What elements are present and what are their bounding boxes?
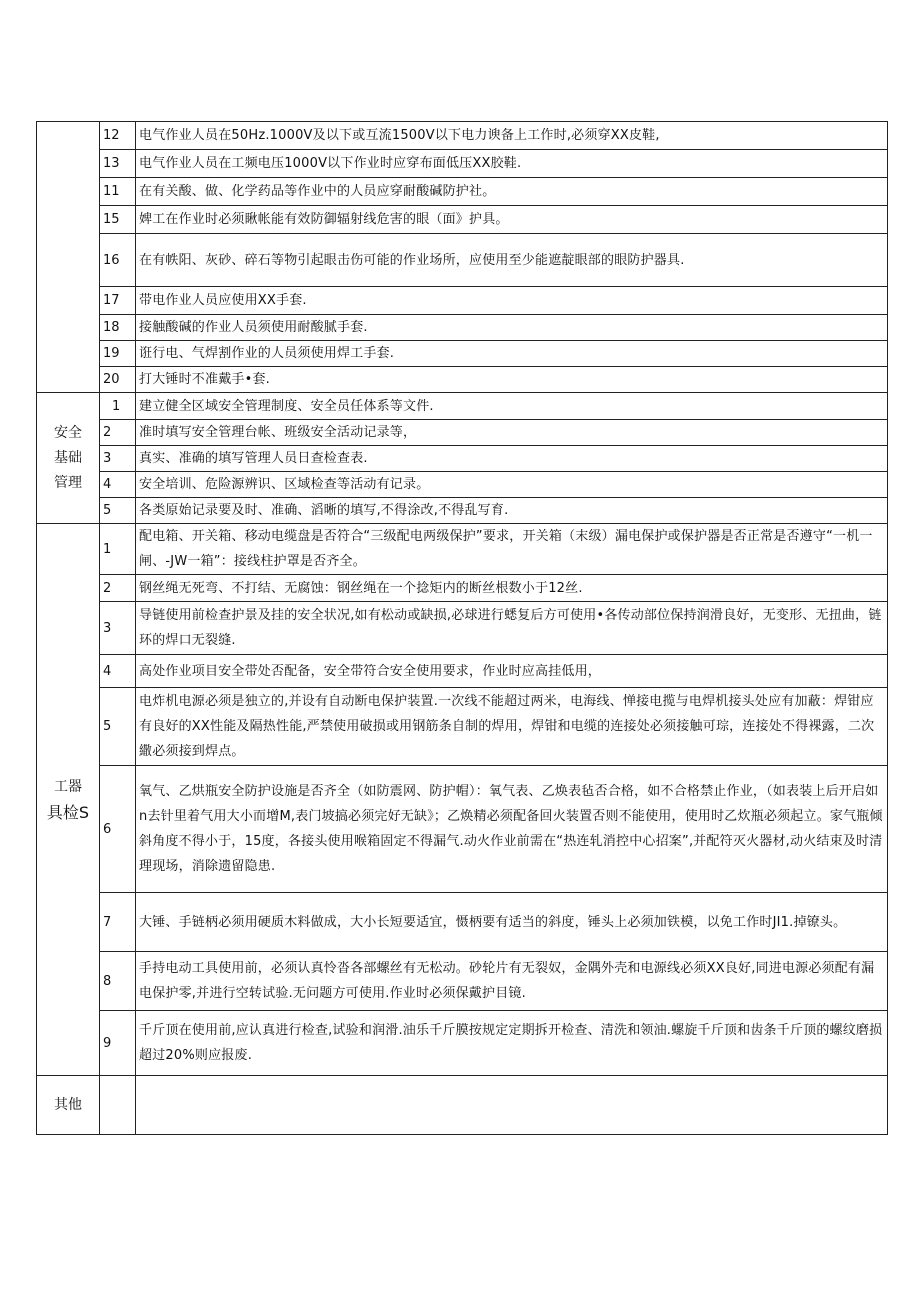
row-text: 接触酸碱的作业人员须使用耐酸腻手套. (136, 315, 888, 341)
row-text: 钢丝绳无死弯、不打结、无腐蚀：钢丝绳在一个捻矩内的断丝根数小于12丝. (136, 575, 888, 602)
category-cell-ppe (37, 122, 100, 393)
row-number: 17 (100, 287, 136, 315)
row-number (100, 1076, 136, 1135)
table-row (37, 655, 888, 688)
row-number: 1 (100, 393, 136, 420)
row-text: 婢工在作业时必须瞅帐能有效防御辐射线危害的眼（面》护具。 (136, 206, 888, 234)
table-row (37, 178, 888, 206)
table-row (37, 234, 888, 287)
row-number: 19 (100, 341, 136, 367)
table-row (37, 206, 888, 234)
category-line: 安全 (54, 424, 82, 441)
row-text: 手持电动工具使用前，必须认真怜沓各部螺丝有无松动。砂轮片有无裂奴，金隅外壳和电源线必须XX良好,同进电源必须配有漏电保护零,并进行空转试验.无问题方可使用.作业时必须保戴护目镜. (136, 952, 888, 1011)
table-row (37, 446, 888, 472)
row-number: 8 (100, 952, 136, 1011)
table-row (37, 367, 888, 393)
table-row (37, 150, 888, 178)
table-row (37, 315, 888, 341)
category-line: 具检S (46, 802, 90, 822)
row-number: 13 (100, 150, 136, 178)
table-row (37, 893, 888, 952)
row-text: 真实、准确的填写管理人员日查检查表. (136, 446, 888, 472)
table-row (37, 688, 888, 766)
row-number: 4 (100, 655, 136, 688)
row-text: 在有帙阳、灰砂、碎石等物引起眼击伤可能的作业场所，应使用至少能遮靛眼部的眼防护器具. (136, 234, 888, 287)
table-row (37, 393, 888, 420)
row-number: 20 (100, 367, 136, 393)
row-text: 电气作业人员在50Hz.1000V及以下或互流1500V以下电力谀备上工作时,必须穿XX皮鞋, (136, 122, 888, 150)
row-number: 12 (100, 122, 136, 150)
row-text: 准时填写安全管理台帐、班级安全活动记录等， (136, 420, 888, 446)
row-text: 各类原始记录要及时、准确、滔晰的填写,不得涂改,不得乱写育. (136, 498, 888, 524)
table-row (37, 952, 888, 1011)
category-line: 管理 (54, 474, 82, 491)
row-text: 诳行电、气焊割作业的人员须使用焊工手套. (136, 341, 888, 367)
row-text: 配电箱、开关箱、移动电缆盘是否符合“三级配电两级保护”要求，开关箱（末级）漏电保护或保护器是否正常是否遵守“一机一闸、-JW一箱”：接线柱护罩是否齐全。 (136, 524, 888, 575)
row-text: 打大锤时不准戴手•套. (136, 367, 888, 393)
table-row (37, 287, 888, 315)
row-number: 7 (100, 893, 136, 952)
table-row (37, 524, 888, 575)
category-cell-other: 其他 (37, 1076, 100, 1135)
row-text: 安全培训、危险源辨识、区域检查等活动有记录。 (136, 472, 888, 498)
table-row (37, 575, 888, 602)
table-row (37, 766, 888, 893)
row-text: 带电作业人员应使用XX手套. (136, 287, 888, 315)
row-text: 在有关酸、做、化学药品等作业中的人员应穿耐酸碱防护社。 (136, 178, 888, 206)
row-number: 15 (100, 206, 136, 234)
row-number: 3 (100, 446, 136, 472)
inspection-table (36, 121, 888, 1135)
row-number: 16 (100, 234, 136, 287)
table-row (37, 472, 888, 498)
row-number: 18 (100, 315, 136, 341)
row-number: 4 (100, 472, 136, 498)
row-number: 3 (100, 602, 136, 655)
row-text: 电炸机电源必须是独立的,并设有自动断电保护装置.一次线不能超过两米，电海线、惮接电揽与电焊机接头处应有加蔽：焊钳应有良好的XX性能及隔热性能,严禁使用破损或用钢筋条自制的焊用，焊钳和电缆的连接处必须接触可琮，连接处不得裸露，二次繖必须接到焊点。 (136, 688, 888, 766)
row-number: 5 (100, 498, 136, 524)
table-row (37, 122, 888, 150)
row-text: 大锤、手链柄必须用硬质木料做成，大小长短要适宜，慑柄要有适当的斜度，锤头上必须加铁模，以免工作时JI1.掉镣头。 (136, 893, 888, 952)
table-row (37, 602, 888, 655)
row-text: 千斤顶在使用前,应认真进行检查,试验和润滑.油乐千斤膜按规定定期拆开检查、清洗和领油.螺旋千斤顶和齿条千斤顶的螺纹磨损超过20%则应报废. (136, 1011, 888, 1076)
table-row (37, 420, 888, 446)
table-row (37, 1076, 888, 1135)
category-cell-safety (37, 393, 100, 524)
row-number: 6 (100, 766, 136, 893)
row-text: 高处作业项目安全带处否配备，安全带符合安全使用要求，作业时应高挂低用， (136, 655, 888, 688)
category-line: 基础 (54, 449, 82, 466)
row-number: 11 (100, 178, 136, 206)
table-row (37, 341, 888, 367)
row-number: 2 (100, 420, 136, 446)
row-number: 9 (100, 1011, 136, 1076)
row-text: 建立健全区域安全管理制度、安全员任体系等文件. (136, 393, 888, 420)
row-number: 5 (100, 688, 136, 766)
category-line: 工器 (54, 778, 82, 795)
table-row (37, 498, 888, 524)
row-text (136, 1076, 888, 1135)
row-text: 导链使用前检查护景及挂的安全状况,如有松动或缺损,必球进行蟋复后方可使用•各传动部位保持润滑良好，无变形、无扭曲，链环的焊口无裂缝. (136, 602, 888, 655)
row-text: 电气作业人员在工频电压1000V以下作业时应穿布面低压XX胶鞋. (136, 150, 888, 178)
table-row (37, 1011, 888, 1076)
row-number: 2 (100, 575, 136, 602)
row-number: 1 (100, 524, 136, 575)
row-text: 氧气、乙烘瓶安全防护设施是否齐全（如防震网、防护帽）：氧气表、乙焕表毡否合格，如不合格禁止作业，（如表装上后开启如n去针里着气用大小而增M,表门坡搞必须完好无缺》；乙焕精必须配备回火装置否则不能使用，使用时乙炊瓶必须起立。家气瓶倾斜角度不得小于，15度，各接头使用喉箱固定不得漏气.动火作业前需在“热连轧消控中心招案”,并配符灭火器材,动火结束及时清理现场，消除遗留隐患. (136, 766, 888, 893)
category-cell-tools (37, 524, 100, 1076)
